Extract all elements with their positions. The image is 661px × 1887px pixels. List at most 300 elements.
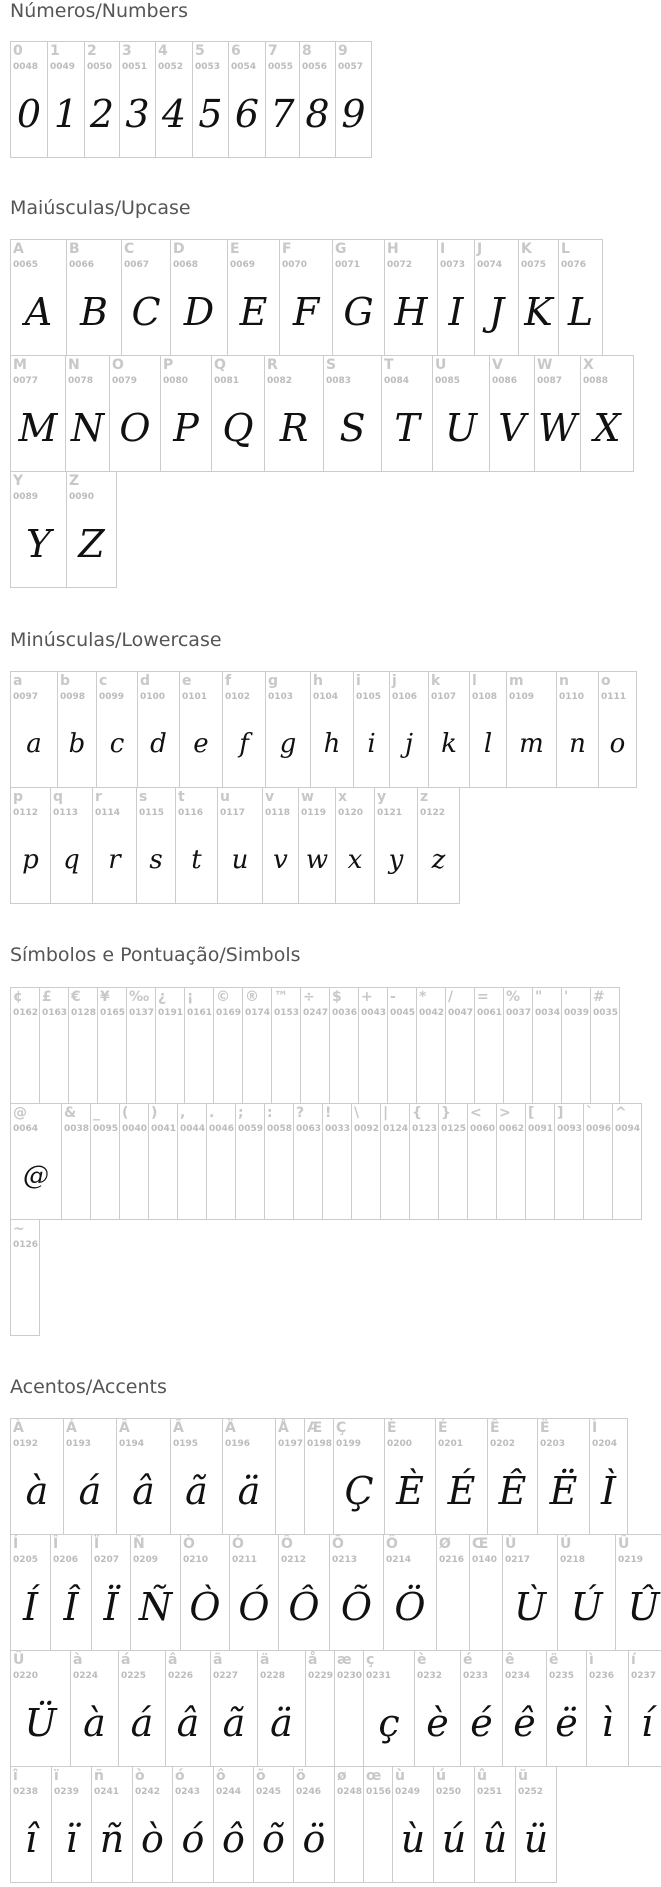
glyph-cell: [84, 41, 120, 158]
glyph-label: !: [325, 1105, 332, 1121]
glyph-sample: ô: [222, 1817, 245, 1861]
glyph-label: #: [593, 989, 605, 1005]
glyph-code: 0074: [477, 260, 503, 270]
glyph-code: 0055: [268, 62, 294, 72]
glyph-sample: s: [149, 845, 163, 875]
glyph-code: 0103: [268, 692, 294, 702]
glyph-sample: 3: [125, 92, 150, 136]
glyph-label: c: [99, 673, 108, 689]
glyph-cell: [96, 671, 138, 788]
glyph-label: A: [13, 241, 24, 257]
glyph-cell: [97, 987, 127, 1104]
glyph-row: [10, 471, 633, 587]
glyph-cell: [489, 355, 535, 472]
glyph-label: :: [267, 1105, 273, 1121]
glyph-cell: [50, 787, 93, 904]
glyph-code: 0083: [326, 376, 352, 386]
glyph-sample: Ù: [513, 1585, 547, 1629]
glyph-sample: n: [569, 729, 586, 759]
glyph-sample: Ü: [24, 1701, 57, 1745]
glyph-sample: W: [537, 406, 578, 450]
glyph-label: y: [377, 789, 387, 805]
glyph-code: 0227: [213, 1671, 239, 1681]
glyph-cell: [10, 355, 66, 472]
glyph-label: T: [384, 357, 394, 373]
glyph-row: [10, 41, 371, 157]
glyph-sample: Ç: [344, 1469, 374, 1513]
glyph-cell: [436, 1534, 470, 1651]
glyph-code: 0197: [278, 1439, 304, 1449]
glyph-code: 0098: [60, 692, 86, 702]
glyph-sample: î: [24, 1817, 38, 1861]
glyph-cell: [175, 787, 218, 904]
glyph-code: 0120: [338, 808, 364, 818]
glyph-code: 0057: [338, 62, 364, 72]
glyph-code: 0092: [354, 1124, 380, 1134]
glyph-code: 0063: [296, 1124, 322, 1134]
glyph-cell: [180, 1534, 230, 1651]
glyph-cell: [229, 1534, 279, 1651]
glyph-cell: [137, 671, 180, 788]
glyph-cell: [469, 671, 507, 788]
glyph-cell: [598, 671, 637, 788]
glyph-label: <: [470, 1105, 482, 1121]
glyph-label: E: [230, 241, 240, 257]
glyph-cell: [91, 1534, 131, 1651]
section-title-upcase: Maiúsculas/Upcase: [10, 197, 191, 219]
glyph-sample: á: [130, 1701, 154, 1745]
glyph-code: 0153: [274, 1008, 300, 1018]
glyph-cell: [10, 1766, 52, 1883]
glyph-code: 0049: [50, 62, 76, 72]
glyph-code: 0033: [325, 1124, 351, 1134]
upcase-glyph-grid: [10, 239, 633, 587]
glyph-cell: [310, 671, 354, 788]
glyph-sample: 4: [161, 92, 187, 136]
glyph-code: 0080: [163, 376, 189, 386]
glyph-sample: B: [80, 290, 108, 334]
glyph-label: C: [124, 241, 135, 257]
glyph-code: 0060: [470, 1124, 496, 1134]
glyph-sample: v: [273, 845, 288, 875]
glyph-label: K: [521, 241, 532, 257]
glyph-cell: [502, 1534, 558, 1651]
accents-glyph-grid: [10, 1418, 661, 1882]
glyph-cell: [177, 1103, 207, 1220]
glyph-label: ¡: [187, 989, 194, 1005]
glyph-label: 3: [122, 43, 132, 59]
glyph-code: 0156: [366, 1787, 392, 1797]
glyph-cell: [235, 1103, 265, 1220]
glyph-cell: [148, 1103, 178, 1220]
glyph-label: 1: [50, 43, 60, 59]
glyph-label: X: [583, 357, 594, 373]
glyph-label: U: [435, 357, 447, 373]
glyph-label: M: [13, 357, 27, 373]
glyph-code: 0051: [122, 62, 148, 72]
glyph-cell: [334, 1766, 364, 1883]
glyph-code: 0249: [395, 1787, 421, 1797]
glyph-sample: Í: [22, 1585, 38, 1629]
glyph-cell: [222, 1418, 276, 1535]
glyph-cell: [265, 41, 300, 158]
glyph-sample: N: [70, 406, 105, 450]
glyph-cell: [227, 239, 280, 356]
glyph-code: 0207: [94, 1555, 120, 1565]
glyph-sample: E: [239, 290, 268, 334]
glyph-cell: [10, 1103, 62, 1220]
glyph-label: b: [60, 673, 71, 689]
glyph-cell: [358, 987, 388, 1104]
glyph-cell: [47, 41, 85, 158]
glyph-sample: ú: [441, 1817, 467, 1861]
glyph-sample: Î: [63, 1585, 79, 1629]
glyph-sample: r: [108, 845, 121, 875]
glyph-label: (: [122, 1105, 129, 1121]
glyph-code: 0243: [175, 1787, 201, 1797]
glyph-cell: [503, 987, 533, 1104]
glyph-label: Y: [13, 473, 24, 489]
glyph-sample: É: [447, 1469, 476, 1513]
glyph-label: ô: [216, 1768, 226, 1784]
glyph-label: s: [139, 789, 148, 805]
glyph-cell: [170, 239, 228, 356]
numbers-glyph-grid: [10, 41, 371, 157]
glyph-label: R: [267, 357, 278, 373]
glyph-cell: [554, 1103, 584, 1220]
glyph-code: 0046: [209, 1124, 235, 1134]
glyph-code: 0245: [256, 1787, 282, 1797]
glyph-code: 0125: [441, 1124, 467, 1134]
glyph-label: ': [564, 989, 569, 1005]
glyph-cell: [583, 1103, 613, 1220]
glyph-label: è: [417, 1652, 427, 1668]
glyph-code: 0066: [69, 260, 95, 270]
glyph-label: S: [326, 357, 337, 373]
glyph-label: D: [173, 241, 185, 257]
glyph-code: 0102: [225, 692, 251, 702]
glyph-code: 0072: [387, 260, 413, 270]
glyph-label: á: [121, 1652, 131, 1668]
glyph-code: 0214: [386, 1555, 412, 1565]
glyph-code: 0228: [260, 1671, 286, 1681]
glyph-code: 0104: [313, 692, 339, 702]
glyph-label: â: [168, 1652, 178, 1668]
glyph-code: 0206: [53, 1555, 79, 1565]
glyph-code: 0099: [99, 692, 125, 702]
glyph-row: [10, 987, 641, 1103]
glyph-cell: [184, 987, 214, 1104]
glyph-code: 0251: [477, 1787, 503, 1797]
glyph-label: Ã: [173, 1420, 184, 1436]
glyph-label: œ: [366, 1768, 382, 1784]
glyph-label: t: [178, 789, 185, 805]
glyph-cell: [206, 1103, 236, 1220]
section-title-symbols: Símbolos e Pontuação/Simbols: [10, 944, 301, 966]
glyph-cell: [90, 1103, 120, 1220]
glyph-cell: [262, 787, 299, 904]
glyph-cell: [179, 671, 223, 788]
glyph-label: é: [463, 1652, 473, 1668]
glyph-cell: [10, 787, 51, 904]
glyph-sample: 8: [305, 92, 330, 136]
glyph-code: 0225: [121, 1671, 147, 1681]
glyph-cell: [109, 355, 161, 472]
glyph-cell: [590, 987, 620, 1104]
glyph-code: 0128: [71, 1008, 97, 1018]
section-title-lowercase: Minúsculas/Lowercase: [10, 629, 222, 651]
glyph-cell: [332, 239, 385, 356]
glyph-sample: h: [323, 729, 341, 759]
glyph-sample: ë: [555, 1701, 578, 1745]
glyph-sample: ò: [141, 1817, 164, 1861]
glyph-label: H: [387, 241, 399, 257]
glyph-label: e: [182, 673, 192, 689]
glyph-label: +: [361, 989, 373, 1005]
glyph-cell: [474, 239, 519, 356]
glyph-sample: b: [68, 729, 86, 759]
glyph-label: Û: [618, 1536, 630, 1552]
glyph-cell: [279, 239, 333, 356]
glyph-sample: ö: [302, 1817, 326, 1861]
glyph-sample: Ó: [238, 1585, 270, 1629]
glyph-cell: [275, 1418, 305, 1535]
glyph-sample: ç: [378, 1701, 400, 1745]
glyph-label: À: [13, 1420, 24, 1436]
glyph-cell: [217, 787, 263, 904]
glyph-label: o: [601, 673, 611, 689]
glyph-label: æ: [337, 1652, 352, 1668]
glyph-cell: [487, 1418, 538, 1535]
glyph-label: z: [420, 789, 429, 805]
glyph-label: ä: [260, 1652, 270, 1668]
glyph-row: [10, 239, 633, 355]
glyph-label: Ú: [560, 1536, 572, 1552]
glyph-cell: [525, 1103, 555, 1220]
glyph-code: 0111: [601, 692, 627, 702]
glyph-cell: [334, 1650, 364, 1767]
glyph-label: É: [438, 1420, 448, 1436]
glyph-label: ]: [557, 1105, 564, 1121]
glyph-code: 0201: [438, 1439, 464, 1449]
glyph-sample: C: [131, 290, 161, 334]
glyph-row: [10, 1103, 641, 1219]
glyph-code: 0211: [232, 1555, 258, 1565]
glyph-label: Â: [119, 1420, 130, 1436]
glyph-code: 0162: [13, 1008, 39, 1018]
glyph-code: 0116: [178, 808, 204, 818]
glyph-cell: [384, 239, 438, 356]
glyph-cell: [10, 471, 67, 588]
glyph-label: l: [472, 673, 477, 689]
glyph-label: $: [332, 989, 342, 1005]
glyph-label: 9: [338, 43, 348, 59]
glyph-cell: [612, 1103, 642, 1220]
glyph-code: 0038: [64, 1124, 90, 1134]
glyph-sample: è: [426, 1701, 449, 1745]
section-title-numbers: Números/Numbers: [10, 0, 188, 22]
glyph-cell: [213, 1766, 254, 1883]
glyph-code: 0121: [377, 808, 403, 818]
glyph-code: 0212: [281, 1555, 307, 1565]
glyph-sample: õ: [262, 1817, 285, 1861]
glyph-cell: [416, 987, 446, 1104]
glyph-cell: [460, 1650, 503, 1767]
glyph-row: [10, 1219, 641, 1335]
glyph-cell: [469, 1534, 503, 1651]
glyph-sample: d: [150, 729, 167, 759]
glyph-code: 0232: [417, 1671, 443, 1681]
glyph-label: V: [492, 357, 503, 373]
glyph-cell: [383, 1534, 437, 1651]
glyph-label: ¢: [13, 989, 23, 1005]
glyph-label: ï: [54, 1768, 59, 1784]
glyph-code: 0045: [390, 1008, 416, 1018]
glyph-sample: R: [279, 406, 309, 450]
glyph-code: 0086: [492, 376, 518, 386]
glyph-label: Î: [53, 1536, 59, 1552]
glyph-code: 0112: [13, 808, 39, 818]
glyph-label: L: [561, 241, 570, 257]
glyph-code: 0089: [13, 492, 39, 502]
glyph-code: 0054: [231, 62, 257, 72]
glyph-sample: 2: [89, 92, 115, 136]
glyph-sample: p: [22, 845, 39, 875]
glyph-sample: M: [18, 406, 58, 450]
glyph-label: Ô: [281, 1536, 293, 1552]
glyph-code: 0216: [439, 1555, 465, 1565]
glyph-cell: [363, 1650, 415, 1767]
glyph-cell: [118, 1650, 166, 1767]
glyph-code: 0244: [216, 1787, 242, 1797]
glyph-label: Ï: [94, 1536, 100, 1552]
glyph-cell: [160, 355, 212, 472]
glyph-code: 0071: [335, 260, 361, 270]
glyph-code: 0117: [220, 808, 246, 818]
glyph-label: €: [71, 989, 81, 1005]
glyph-label: ;: [238, 1105, 244, 1121]
glyph-sample: È: [396, 1469, 424, 1513]
glyph-label: ¿: [158, 989, 167, 1005]
glyph-sample: u: [231, 845, 249, 875]
glyph-code: 0085: [435, 376, 461, 386]
glyph-cell: [374, 787, 418, 904]
glyph-code: 0209: [133, 1555, 159, 1565]
glyph-cell: [335, 41, 372, 158]
glyph-label: ã: [213, 1652, 223, 1668]
glyph-sample: Õ: [340, 1585, 373, 1629]
glyph-cell: [132, 1766, 173, 1883]
glyph-label: f: [225, 673, 232, 689]
glyph-code: 0242: [135, 1787, 161, 1797]
glyph-cell: [381, 355, 433, 472]
glyph-cell: [211, 355, 265, 472]
glyph-sample: a: [26, 729, 42, 759]
glyph-code: 0108: [472, 692, 498, 702]
glyph-sample: k: [441, 729, 457, 759]
glyph-sample: Ò: [189, 1585, 221, 1629]
glyph-sample: í: [640, 1701, 654, 1745]
glyph-cell: [136, 787, 176, 904]
glyph-label: ): [151, 1105, 158, 1121]
glyph-code: 0084: [384, 376, 410, 386]
glyph-cell: [265, 671, 311, 788]
glyph-code: 0109: [509, 692, 535, 702]
glyph-label: |: [383, 1105, 389, 1121]
glyph-code: 0174: [245, 1008, 271, 1018]
glyph-label: m: [509, 673, 524, 689]
glyph-code: 0238: [13, 1787, 39, 1797]
glyph-cell: [322, 1103, 352, 1220]
glyph-sample: f: [239, 729, 249, 759]
glyph-label: û: [477, 1768, 487, 1784]
glyph-sample: 1: [53, 92, 79, 136]
glyph-code: 0036: [332, 1008, 358, 1018]
glyph-cell: [432, 355, 490, 472]
glyph-cell: [329, 1534, 384, 1651]
glyph-label: /: [448, 989, 454, 1005]
glyph-sample: S: [339, 406, 366, 450]
glyph-label: B: [69, 241, 80, 257]
glyph-cell: [222, 671, 266, 788]
glyph-sample: o: [609, 729, 626, 759]
glyph-code: 0093: [557, 1124, 583, 1134]
glyph-label: x: [338, 789, 348, 805]
glyph-sample: l: [483, 729, 493, 759]
glyph-code: 0229: [308, 1671, 334, 1681]
glyph-cell: [556, 671, 599, 788]
glyph-cell: [586, 1650, 629, 1767]
glyph-label: d: [140, 673, 151, 689]
glyph-code: 0059: [238, 1124, 264, 1134]
glyph-code: 0213: [332, 1555, 358, 1565]
glyph-code: 0124: [383, 1124, 409, 1134]
glyph-cell: [387, 987, 417, 1104]
glyph-sample: 9: [341, 92, 366, 136]
glyph-cell: [278, 1534, 330, 1651]
glyph-cell: [50, 1534, 92, 1651]
glyph-label: @: [13, 1105, 27, 1121]
glyph-code: 0219: [618, 1555, 644, 1565]
glyph-code: 0118: [265, 808, 291, 818]
glyph-cell: [474, 1766, 516, 1883]
glyph-cell: [57, 671, 97, 788]
glyph-code: 0234: [505, 1671, 531, 1681]
glyph-cell: [428, 671, 470, 788]
glyph-code: 0044: [180, 1124, 206, 1134]
glyph-code: 0237: [631, 1671, 657, 1681]
glyph-cell: [437, 239, 475, 356]
glyph-sample: 0: [16, 92, 42, 136]
glyph-label: Ä: [225, 1420, 236, 1436]
glyph-row: [10, 355, 633, 471]
glyph-label: Ç: [336, 1420, 347, 1436]
glyph-cell: [532, 987, 562, 1104]
glyph-code: 0195: [173, 1439, 199, 1449]
glyph-label: ê: [505, 1652, 515, 1668]
glyph-cell: [502, 1650, 547, 1767]
glyph-cell: [353, 671, 390, 788]
glyph-cell: [518, 239, 559, 356]
glyph-code: 0115: [139, 808, 165, 818]
glyph-cell: [384, 1418, 436, 1535]
glyph-label: î: [13, 1768, 18, 1784]
glyph-code: 0202: [490, 1439, 516, 1449]
glyph-label: ~: [13, 1221, 25, 1237]
glyph-cell: [335, 787, 375, 904]
glyph-cell: [210, 1650, 258, 1767]
glyph-label: 5: [195, 43, 205, 59]
